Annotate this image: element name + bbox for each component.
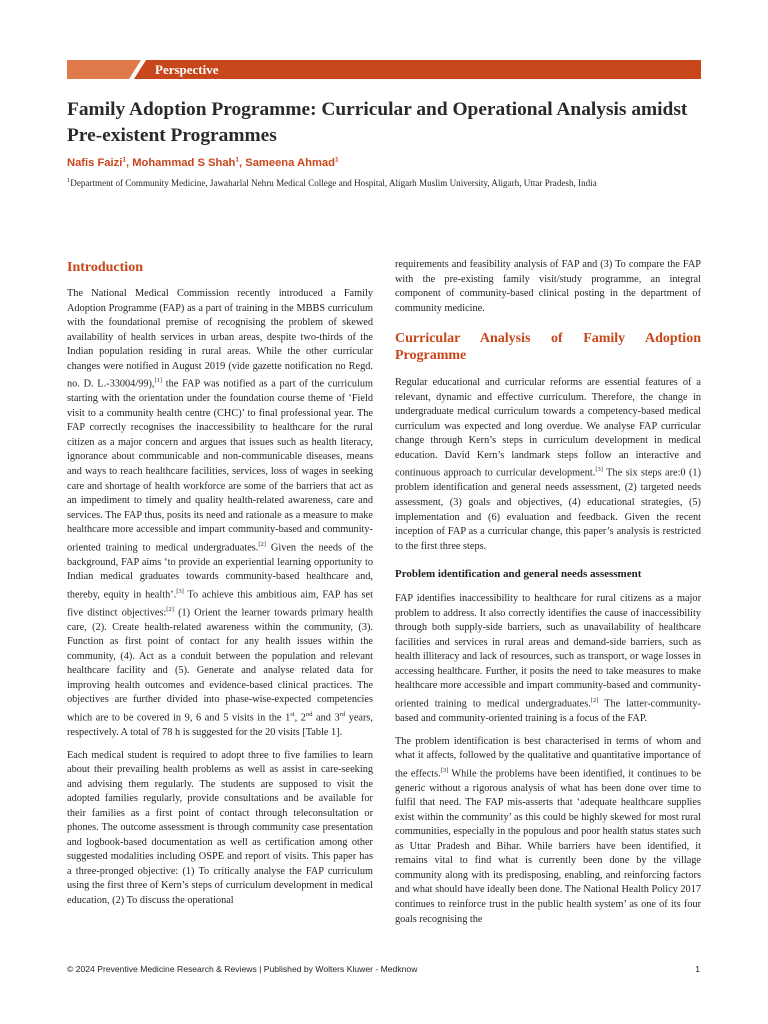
introduction-paragraph-2: Each medical student is required to adopt three to five families to learn about their prevailing health problems as well as assist in care-seeking and advising them regularly. The students are supposed to visit the adopted families regularly, provide consultations and be available for their families as a first point of contact through teleconsultation or phones. The outcome assessment is through community case presentation and logbook-based documentation as well as certification among other suggested modalities including OSPE and report of visits. This paper has a three-pronged objective: (1) To critically analyse the FAP curriculum using the first three of Kern’s steps of curriculum development in medical education, (2) To discuss the operational (67, 749, 373, 906)
author-list: Nafis Faizi$^1$, Mohammad S Shah$^1$, Sameena Ahmad$^1$ (67, 156, 339, 169)
problem-identification-paragraph-1: FAP identifies inaccessibility to healthcare for rural citizens as a major problem to address. It also correctly identifies the cause of inaccessibility through both supply-side barriers, such as unavailability of healthcare facilities and services in rural areas and demand-side barriers, such as health illiteracy and lack of resources, such as transport, or wage losses in accessing healthcare. Further, it posits the need to take measures to make healthcare more accessible and impart community-based and community-oriented training to medical undergraduates.[2] The latter-community-based and community-oriented training is a focus of the FAP. (395, 593, 701, 724)
citation-marker: [3] (176, 587, 184, 595)
affiliation-marker: 1 (67, 176, 71, 184)
citation-marker: [3] (440, 766, 449, 774)
citation-marker: [1] (154, 377, 163, 385)
affiliation-text: Department of Community Medicine, Jawaharlal Nehru Medical College and Hospital, Aligarh Muslim University, Aligarh, Uttar Pradesh, India (70, 178, 597, 188)
introduction-paragraph-1: The National Medical Commission recently introduced a Family Adoption Programme (FAP) as a part of training in the MBBS curriculum with the foundational premise of recognising the problem of skewed availability of health services in urban areas, despite two-thirds of the Indian population residing in rural areas. While the other curricular changes were notified in August 2019 (vide gazette notification no Regd. no. D. L.-33004/99),[1] the FAP was notified as a part of the curriculum starting with the orientation under the foundation course theme of ‘Field visit to a community health centre (CHC)’ to final professional year. The FAP correctly recognises the inaccessibility to healthcare for the rural citizen as a major concern and argues that issues such as health literacy, ignorance about communicable and non-communicable diseases, means and ways to reach healthcare facilities, services, loss of wages in seeking care and shortage of health workforce are some of the barriers that act as an impediment to timely and quality health-related awareness, care and services. The FAP thus, posits its need and rationale as a measure to make healthcare more accessible and impart community-based and community-oriented training to medical undergraduates.[2] Given the needs of the background, FAP aims ‘to provide an experiential learning opportunity to Indian medical graduates towards community-based healthcare and, thereby, equity in health’.[3] To achieve this ambitious aim, FAP has set five distinct objectives:[2] (1) Orient the learner towards primary health care, (2). Create health-related awareness within the community, (3). Function as first point of contact for any health issues within the community, (4). Act as a conduit between the population and relevant healthcare facility and (5). Generate and analyse related data for improving health outcomes and evidence-based clinical practices. The objectives are further divided into phase-wise-expected competencies which are to be covered in 9, 6 and 5 visits in the 1st, 2nd and 3rd years, respectively. A total of 78 h is suggested for the 20 visits [Table 1]. (67, 288, 374, 738)
citation-marker: [3] (595, 466, 603, 474)
left-column (67, 258, 373, 909)
article-title: Family Adoption Programme: Curricular and Operational Analysis amidst Pre-existent Programmes (67, 99, 688, 146)
problem-identification-heading: Problem identification and general needs assessment (395, 568, 642, 581)
author-name: Nafis Faizi (67, 157, 123, 169)
banner-left-block (67, 60, 141, 79)
author-name: Mohammad S Shah (132, 157, 236, 169)
section-label: Perspective (155, 62, 219, 77)
author-affiliation-marker: 1 (122, 156, 126, 164)
author-name: Sameena Ahmad (245, 157, 335, 169)
introduction-heading: Introduction (67, 260, 143, 275)
citation-marker: [2] (166, 605, 174, 613)
problem-identification-paragraph-2: The problem identification is best characterised in terms of whom and what it affects, followed by the qualitative and quantitative importance of the effects.[3] While the problems have been identified, it continues to be generic without a rigorous analysis of what has been done over time to fulfil that need. The FAP mis-asserts that ‘adequate healthcare supplies exist within the community’ as this could be highly skewed for most rural communities, especially in the populous and poor health status states such as Uttar Pradesh and Bihar. While barriers have been identified, it remains vital to find what is currently been done by the village community along with its predisposing, enabling, and reinforcing factors and what should have ideally been done. The National Health Policy 2017 continues to reinforce trust in the public health system’ as one of its four goals recognising the (395, 735, 702, 925)
page-number: 1 (695, 964, 700, 974)
section-banner (67, 60, 701, 79)
right-column (395, 258, 701, 927)
author-affiliation-marker: 1 (334, 156, 339, 164)
footer-copyright: © 2024 Preventive Medicine Research & Reviews | Published by Wolters Kluwer - Medknow (67, 964, 418, 974)
introduction-paragraph-2-continued: requirements and feasibility analysis of FAP and (3) To compare the FAP with the pre-existing family visit/study programme, an integral component of community-based clinical posting in the department of community medicine. (395, 259, 701, 314)
citation-marker: [2] (590, 697, 599, 704)
citation-marker: [2] (258, 540, 266, 548)
curricular-analysis-paragraph: Regular educational and curricular reforms are essential features of a relevant, dynamic and effective curriculum. Therefore, the change in undergraduate medical curriculum towards a competency-based medical curriculum was expected and long overdue. We analyse FAP curricular change through Kern’s steps in curriculum development in medical education. David Kern’s landmark steps follow an interactive and continuous approach to curricular development.[3] The six steps are:0 (1) problem identification and general needs assessment, (2) targeted needs assessment, (3) goals and objectives, (4) educational strategies, (5) implementation and (6) evaluation and feedback. Given the recent inception of FAP as a curricular change, this paper’s analysis is restricted to the first three steps. (395, 377, 701, 552)
affiliation (67, 177, 597, 189)
author-affiliation-marker: 1 (235, 156, 240, 164)
curricular-analysis-heading: Curricular Analysis of Family Adoption Programme (395, 331, 701, 364)
banner-right-block (134, 60, 701, 79)
